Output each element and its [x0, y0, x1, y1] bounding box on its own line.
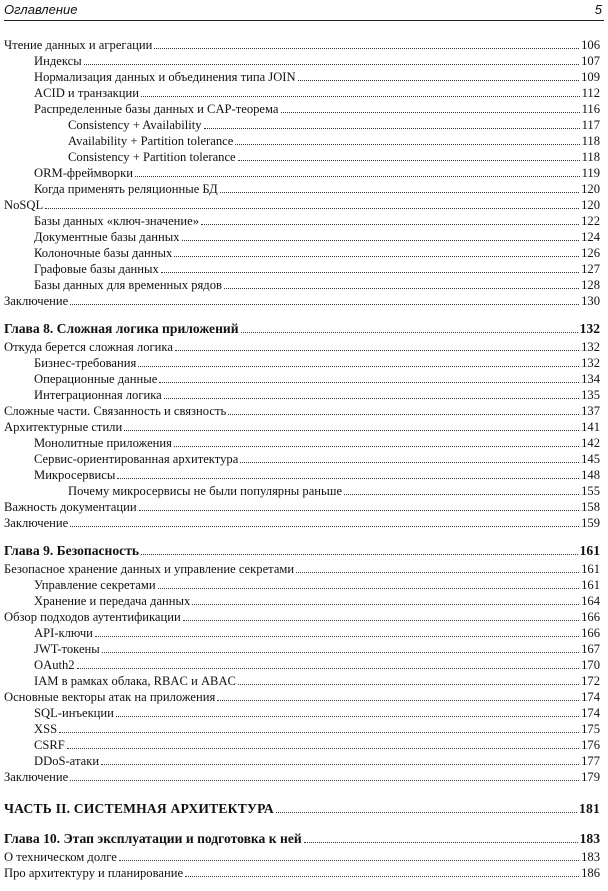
toc-subentry[interactable]: [4, 435, 600, 451]
dot-leader: [161, 272, 579, 273]
toc-entry-page: 137: [581, 404, 600, 418]
toc-entry[interactable]: [4, 419, 600, 435]
dot-leader: [95, 636, 579, 637]
toc-chapter-entry[interactable]: [4, 541, 600, 561]
toc-entry-title: Архитектурные стили: [4, 420, 123, 434]
toc-entry-title: JWT-токены: [34, 642, 100, 656]
toc-subentry[interactable]: [4, 371, 600, 387]
toc-entry-page: 186: [581, 866, 600, 880]
dot-leader: [45, 208, 579, 209]
toc-entry-title: SQL-инъекции: [34, 706, 114, 720]
toc-subentry[interactable]: [4, 467, 600, 483]
toc-entry-title: Хранение и передача данных: [34, 594, 191, 608]
toc-entry-title: ACID и транзакции: [34, 86, 140, 100]
toc-entry-title: Операционные данные: [34, 372, 158, 386]
toc-entry-page: 148: [581, 468, 600, 482]
toc-subentry[interactable]: [4, 593, 600, 609]
toc-subentry[interactable]: [4, 85, 600, 101]
toc-entry-title: DDoS-атаки: [34, 754, 100, 768]
toc-entry-page: 117: [581, 118, 600, 132]
toc-entry-page: 141: [581, 420, 600, 434]
toc-entry-title: Монолитные приложения: [34, 436, 172, 450]
dot-leader: [182, 240, 580, 241]
toc-entry[interactable]: [4, 499, 600, 515]
running-header: [4, 0, 604, 21]
dot-leader: [235, 144, 579, 145]
toc-entry-page: 106: [581, 38, 600, 52]
toc-entry-page: 164: [581, 594, 600, 608]
dot-leader: [77, 668, 580, 669]
dot-leader: [117, 478, 579, 479]
dot-leader: [228, 414, 579, 415]
toc-entry-page: 170: [581, 658, 600, 672]
dot-leader: [141, 96, 580, 97]
toc-entry-title: Заключение: [4, 770, 69, 784]
toc-entry-page: 177: [581, 754, 600, 768]
toc-entry-page: 166: [581, 626, 600, 640]
dot-leader: [204, 128, 580, 129]
toc-subentry[interactable]: [4, 213, 600, 229]
toc-entry-page: 183: [581, 850, 600, 864]
toc-entry-page: 132: [581, 340, 600, 354]
toc-entry-title: Про архитектуру и планирование: [4, 866, 184, 880]
toc-subentry[interactable]: [4, 753, 600, 769]
toc-entry-page: 175: [581, 722, 600, 736]
dot-leader: [158, 588, 580, 589]
dot-leader: [183, 620, 579, 621]
toc-entry-title: О техническом долге: [4, 850, 117, 864]
toc-subentry[interactable]: [4, 245, 600, 261]
dot-leader: [154, 48, 579, 49]
toc-entry-page: 174: [581, 690, 600, 704]
dot-leader: [102, 652, 579, 653]
toc-entry-title: Важность документации: [4, 500, 137, 514]
toc-entry-page: 181: [579, 801, 600, 816]
dot-leader: [70, 780, 579, 781]
toc-entry-title: Чтение данных и агрегации: [4, 38, 153, 52]
toc-entry-title: Интеграционная логика: [34, 388, 162, 402]
dot-leader: [164, 398, 579, 399]
toc-entry-title: Документные базы данных: [34, 230, 180, 244]
toc-entry-title: Бизнес-требования: [34, 356, 137, 370]
toc-subentry[interactable]: [4, 721, 600, 737]
toc-entry-page: 118: [581, 134, 600, 148]
toc-entry[interactable]: [4, 769, 600, 785]
toc-entry[interactable]: [4, 403, 600, 419]
toc-entry-page: 134: [581, 372, 600, 386]
dot-leader: [298, 80, 580, 81]
toc-entry-title: NoSQL: [4, 198, 44, 212]
toc-entry-page: 120: [581, 198, 600, 212]
toc-part-entry[interactable]: [4, 799, 600, 819]
toc-entry[interactable]: [4, 609, 600, 625]
toc-entry[interactable]: [4, 865, 600, 881]
toc-entry-page: 107: [581, 54, 600, 68]
dot-leader: [84, 64, 579, 65]
toc-subentry[interactable]: [4, 101, 600, 117]
toc-entry[interactable]: [4, 197, 600, 213]
toc-entry-title: Почему микросервисы не были популярны раньше: [68, 484, 343, 498]
toc-entry-title: Availability + Partition tolerance: [68, 134, 234, 148]
toc-entry-page: 128: [581, 278, 600, 292]
toc-subentry[interactable]: [4, 69, 600, 85]
toc-entry[interactable]: [4, 515, 600, 531]
toc-entry-title: IAM в рамках облака, RBAC и ABAC: [34, 674, 236, 688]
dot-leader: [224, 288, 579, 289]
toc-entry-title: Управление секретами: [34, 578, 156, 592]
toc-entry-title: Колоночные базы данных: [34, 246, 173, 260]
dot-leader: [135, 176, 580, 177]
dot-leader: [59, 732, 579, 733]
dot-leader: [241, 332, 578, 333]
toc-entry-title: Базы данных для временных рядов: [34, 278, 222, 292]
toc-entry[interactable]: [4, 561, 600, 577]
toc-entry-page: 135: [581, 388, 600, 402]
toc-entry-page: 161: [581, 578, 600, 592]
toc-entry-page: 109: [581, 70, 600, 84]
toc-entry-title: Откуда берется сложная логика: [4, 340, 173, 354]
toc-entry-page: 158: [581, 500, 600, 514]
toc-subentry[interactable]: [4, 229, 600, 245]
toc-entry-page: 145: [581, 452, 600, 466]
dot-leader: [116, 716, 579, 717]
toc-subsubentry[interactable]: [4, 149, 600, 165]
toc-subentry[interactable]: [4, 181, 600, 197]
toc-entry-page: 172: [581, 674, 600, 688]
toc-entry-page: 155: [581, 484, 600, 498]
dot-leader: [192, 604, 579, 605]
toc-entry-page: 119: [581, 166, 600, 180]
toc-entry-page: 179: [581, 770, 600, 784]
toc-entry-title: Распределенные базы данных и CAP-теорема: [34, 102, 279, 116]
toc-entry-page: 126: [581, 246, 600, 260]
toc-entry-title: Когда применять реляционные БД: [34, 182, 218, 196]
toc-subentry[interactable]: [4, 355, 600, 371]
toc-entry-title: API-ключи: [34, 626, 93, 640]
toc-subentry[interactable]: [4, 277, 600, 293]
toc-chapter-entry[interactable]: [4, 829, 600, 849]
toc-entry[interactable]: [4, 37, 600, 53]
toc-entry-title: OAuth2: [34, 658, 75, 672]
dot-leader: [281, 112, 580, 113]
dot-leader: [124, 430, 579, 431]
toc-entry-title: Глава 8. Сложная логика приложений: [4, 321, 239, 336]
dot-leader: [220, 192, 579, 193]
toc-entry[interactable]: [4, 849, 600, 865]
dot-leader: [296, 572, 579, 573]
dot-leader: [240, 462, 579, 463]
toc-entry-title: Безопасное хранение данных и управление секретами: [4, 562, 295, 576]
toc-entry-page: 166: [581, 610, 600, 624]
toc-entry-title: Базы данных «ключ-значение»: [34, 214, 200, 228]
dot-leader: [67, 748, 579, 749]
toc-entry[interactable]: [4, 339, 600, 355]
dot-leader: [174, 446, 579, 447]
toc-entry-page: 124: [581, 230, 600, 244]
dot-leader: [70, 304, 579, 305]
toc-entry-title: Consistency + Partition tolerance: [68, 150, 236, 164]
toc-entry-page: 130: [581, 294, 600, 308]
toc-entry-title: CSRF: [34, 738, 65, 752]
toc-subentry[interactable]: [4, 53, 600, 69]
toc-entry-page: 118: [581, 150, 600, 164]
toc-entry-title: Графовые базы данных: [34, 262, 159, 276]
table-of-contents: [4, 37, 600, 881]
dot-leader: [304, 842, 578, 843]
dot-leader: [217, 700, 579, 701]
toc-entry-title: Сервис-ориентированная архитектура: [34, 452, 239, 466]
toc-entry-title: Нормализация данных и объединения типа JOIN: [34, 70, 296, 84]
dot-leader: [185, 876, 579, 877]
dot-leader: [238, 160, 580, 161]
toc-entry-title: Заключение: [4, 294, 69, 308]
toc-subentry[interactable]: [4, 577, 600, 593]
dot-leader: [159, 382, 579, 383]
toc-entry-title: Заключение: [4, 516, 69, 530]
toc-entry-title: Микросервисы: [34, 468, 116, 482]
dot-leader: [276, 812, 577, 813]
dot-leader: [119, 860, 579, 861]
dot-leader: [175, 350, 579, 351]
toc-subsubentry[interactable]: [4, 483, 600, 499]
toc-subentry[interactable]: [4, 641, 600, 657]
toc-subentry[interactable]: [4, 261, 600, 277]
toc-entry-page: 167: [581, 642, 600, 656]
dot-leader: [174, 256, 579, 257]
toc-entry-title: ORM-фреймворки: [34, 166, 133, 180]
dot-leader: [139, 510, 580, 511]
toc-entry-page: 183: [579, 831, 600, 846]
toc-entry-page: 161: [581, 562, 600, 576]
toc-entry[interactable]: [4, 293, 600, 309]
toc-entry-title: ЧАСТЬ II. СИСТЕМНАЯ АРХИТЕКТУРА: [4, 801, 274, 816]
toc-entry-page: 120: [581, 182, 600, 196]
toc-subentry[interactable]: [4, 705, 600, 721]
toc-entry-page: 159: [581, 516, 600, 530]
toc-subsubentry[interactable]: [4, 133, 600, 149]
toc-entry-title: Глава 10. Этап эксплуатации и подготовка к ней: [4, 831, 302, 846]
header-page-number: 5: [594, 2, 602, 17]
toc-subentry[interactable]: [4, 387, 600, 403]
toc-chapter-entry[interactable]: [4, 319, 600, 339]
toc-entry-page: 116: [581, 102, 600, 116]
toc-entry-title: Сложные части. Связанность и связность: [4, 404, 227, 418]
toc-entry-page: 127: [581, 262, 600, 276]
toc-entry-page: 142: [581, 436, 600, 450]
toc-entry-title: XSS: [34, 722, 58, 736]
toc-entry-title: Consistency + Availability: [68, 118, 202, 132]
header-title: Оглавление: [4, 2, 78, 17]
toc-subentry[interactable]: [4, 673, 600, 689]
dot-leader: [238, 684, 579, 685]
dot-leader: [141, 554, 578, 555]
toc-entry-page: 132: [579, 321, 600, 336]
toc-entry-page: 132: [581, 356, 600, 370]
toc-subentry[interactable]: [4, 625, 600, 641]
toc-entry[interactable]: [4, 689, 600, 705]
toc-entry-title: Глава 9. Безопасность: [4, 543, 140, 558]
toc-subentry[interactable]: [4, 737, 600, 753]
toc-entry-page: 161: [579, 543, 600, 558]
dot-leader: [70, 526, 579, 527]
toc-entry-page: 176: [581, 738, 600, 752]
toc-entry-title: Индексы: [34, 54, 82, 68]
toc-entry-title: Обзор подходов аутентификации: [4, 610, 181, 624]
toc-entry-page: 174: [581, 706, 600, 720]
toc-subsubentry[interactable]: [4, 117, 600, 133]
toc-subentry[interactable]: [4, 165, 600, 181]
toc-entry-page: 122: [581, 214, 600, 228]
toc-entry-title: Основные векторы атак на приложения: [4, 690, 216, 704]
toc-entry-page: 112: [581, 86, 600, 100]
dot-leader: [344, 494, 579, 495]
dot-leader: [138, 366, 579, 367]
toc-subentry[interactable]: [4, 451, 600, 467]
dot-leader: [101, 764, 579, 765]
toc-subentry[interactable]: [4, 657, 600, 673]
dot-leader: [201, 224, 579, 225]
